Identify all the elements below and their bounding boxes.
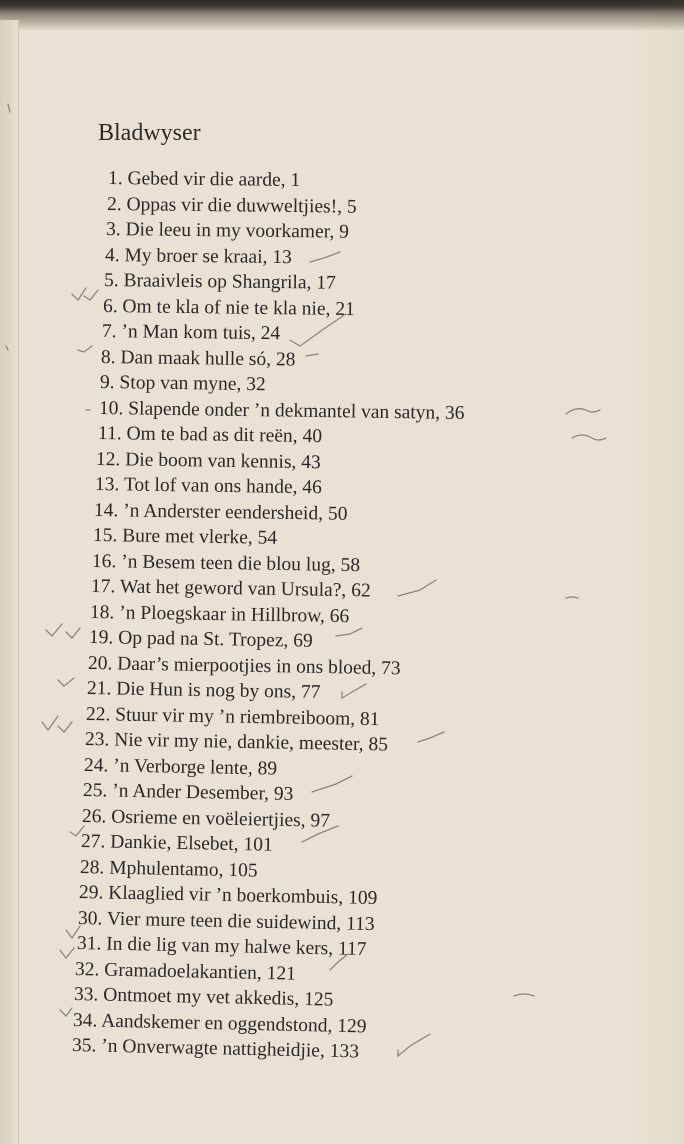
entry-page-number: 109 [347, 887, 378, 910]
entry-title: Nie vir my nie, dankie, meester, [113, 729, 364, 756]
entry-number: 3. [105, 219, 121, 241]
entry-page-number: 9 [338, 221, 349, 243]
entry-number: 12. [96, 448, 121, 470]
entry-title: Oppas vir die duwweltjies!, [126, 193, 343, 218]
entry-number: 33. [74, 984, 99, 1006]
entry-title: ’n Besem teen die blou lug, [121, 550, 337, 576]
entry-title: Daar’s mierpootjies in ons bloed, [117, 653, 377, 679]
entry-title: ’n Onverwagte nattigheidjie, [101, 1035, 326, 1062]
entry-page-number: 129 [337, 1015, 368, 1037]
entry-number: 32. [75, 958, 101, 981]
entry-title: Dankie, Elsebet, [109, 831, 239, 856]
entry-number: 19. [88, 627, 114, 649]
tick-mark [336, 628, 362, 636]
tick-mark [306, 354, 318, 356]
tick-mark [342, 684, 366, 698]
tick-mark [60, 1008, 72, 1016]
margin-squiggle [514, 994, 534, 996]
entry-title: Braaivleis op Shangrila, [123, 270, 312, 294]
tick-mark [72, 288, 98, 300]
entry-title: ’n Man kom tuis, [121, 321, 256, 344]
tick-mark [66, 926, 80, 938]
entry-page-number: 54 [257, 527, 278, 549]
entry-title: Om te bad as dit reën, [125, 423, 298, 447]
entry-page-number: 50 [328, 503, 348, 525]
entry-title: Op pad na St. Tropez, [118, 627, 289, 652]
entry-title: Die leeu in my voorkamer, [125, 219, 335, 243]
entry-number: 20. [87, 652, 113, 674]
entry-page-number: 69 [293, 630, 313, 652]
entry-number: 4. [104, 244, 120, 266]
margin-mark [8, 104, 10, 112]
tick-mark [398, 1034, 430, 1056]
entry-number: 22. [85, 703, 111, 725]
entry-title: My broer se kraai, [124, 244, 268, 268]
entry-title: Tot lof van ons hande, [124, 474, 298, 498]
entry-page-number: 85 [368, 734, 389, 756]
entry-page-number: 1 [290, 169, 301, 192]
entry-page-number: 73 [381, 657, 401, 679]
entry-title: Gebed vir die aarde, [127, 168, 286, 191]
entry-number: 30. [77, 907, 103, 929]
entry-page-number: 5 [346, 196, 357, 218]
tick-mark [60, 948, 74, 958]
entry-title: Mphulentamo, [108, 857, 224, 881]
entry-title: Bure met vlerke, [122, 525, 254, 549]
entry-page-number: 97 [310, 809, 330, 832]
tick-mark [330, 954, 348, 970]
entry-number: 24. [83, 754, 109, 776]
tick-mark [70, 826, 84, 836]
entry-page-number: 36 [444, 402, 465, 424]
entry-number: 14. [94, 499, 119, 521]
tick-mark [46, 624, 80, 638]
entry-number: 23. [84, 729, 110, 751]
entry-number: 27. [80, 831, 106, 853]
entry-title: Stuur vir my ’n riembreiboom, [115, 704, 356, 730]
entry-page-number: 133 [329, 1040, 360, 1063]
margin-squiggle [566, 597, 578, 598]
entry-number: 1. [107, 168, 123, 190]
entry-page-number: 125 [304, 988, 335, 1011]
tick-mark [290, 314, 346, 346]
entry-page-number: 66 [329, 605, 350, 627]
entry-page-number: 17 [315, 272, 336, 294]
entry-number: 6. [102, 295, 118, 317]
entry-number: 17. [91, 576, 116, 598]
tick-mark [398, 580, 436, 596]
entry-title: Wat het geword van Ursula?, [119, 576, 347, 602]
tick-mark [312, 776, 352, 792]
entry-page-number: 40 [301, 425, 322, 448]
entry-title: Ontmoet my vet akkedis, [103, 984, 300, 1010]
tick-mark [42, 716, 72, 732]
entry-title: ’n Ploegskaar in Hillbrow, [119, 601, 326, 627]
tick-mark [78, 346, 92, 352]
entry-number: 8. [100, 346, 116, 368]
entry-title: Osrieme en voëleiertjies, [110, 806, 306, 831]
entry-title: Gramadoelakantien, [104, 959, 263, 984]
entry-page-number: 89 [257, 757, 278, 780]
tick-mark [302, 826, 338, 842]
entry-title: Vier mure teen die suidewind, [106, 908, 342, 934]
entry-number: 5. [103, 270, 119, 292]
tick-mark [58, 678, 74, 686]
entry-page-number: 62 [351, 580, 372, 602]
entry-page-number: 13 [272, 246, 292, 268]
entry-title: Dan maak hulle só, [120, 346, 271, 370]
entry-page-number: 58 [340, 554, 361, 576]
entry-number: 16. [92, 550, 117, 572]
entry-number: 13. [95, 474, 120, 496]
tick-mark [310, 252, 340, 262]
entry-number: 31. [76, 933, 102, 955]
entry-page-number: 77 [300, 681, 321, 704]
margin-squiggle [572, 435, 606, 440]
entry-page-number: 46 [302, 477, 323, 499]
entry-number: 25. [82, 780, 108, 802]
entry-title: Aandskemer en oggendstond, [101, 1010, 333, 1037]
entry-title: ’n Verborge lente, [112, 755, 253, 779]
entry-number: 2. [106, 193, 122, 215]
entry-page-number: 105 [227, 859, 258, 882]
entry-title: ’n Anderster eendersheid, [123, 499, 324, 524]
entry-title: Slapende onder ’n dekmantel van satyn, [127, 397, 440, 424]
entry-number: 26. [81, 805, 107, 827]
entry-page-number: 43 [301, 451, 322, 473]
entry-number: 11. [97, 423, 122, 445]
entry-page-number: 24 [260, 322, 281, 345]
entry-number: 21. [86, 678, 112, 700]
entry-page-number: 93 [273, 783, 294, 805]
entry-page-number: 117 [337, 938, 367, 961]
entry-number: 35. [72, 1035, 97, 1057]
entry-title: In die lig van my halwe kers, [105, 933, 333, 960]
entry-page-number: 113 [345, 913, 375, 935]
entry-title: ’n Ander Desember, [111, 780, 270, 805]
entry-number: 7. [101, 321, 117, 343]
entry-title: Die boom van kennis, [125, 448, 297, 473]
entry-title: Die Hun is nog by ons, [116, 678, 297, 703]
entry-number: 18. [89, 601, 115, 623]
entry-page-number: 81 [359, 708, 380, 730]
entry-page-number: 32 [245, 373, 266, 396]
entry-page-number: 101 [242, 834, 273, 856]
entry-title: Stop van myne, [118, 372, 242, 395]
entry-page-number: 21 [334, 298, 355, 320]
entry-number: 28. [79, 856, 105, 878]
entry-number: 29. [78, 882, 104, 904]
entry-title: Om te kla of nie te kla nie, [122, 295, 331, 320]
entry-number: 15. [93, 525, 118, 547]
entry-number: 10. [98, 397, 124, 419]
entry-title: Klaaglied vir ’n boerkombuis, [107, 882, 344, 909]
entry-page-number: 121 [266, 962, 297, 985]
tick-mark [418, 732, 444, 742]
margin-squiggle [566, 409, 600, 414]
entry-number: 9. [99, 372, 115, 394]
page-title: Bladwyser [98, 120, 201, 146]
entry-number: 34. [73, 1009, 98, 1032]
margin-mark [6, 346, 8, 350]
entry-page-number: 28 [275, 348, 296, 371]
